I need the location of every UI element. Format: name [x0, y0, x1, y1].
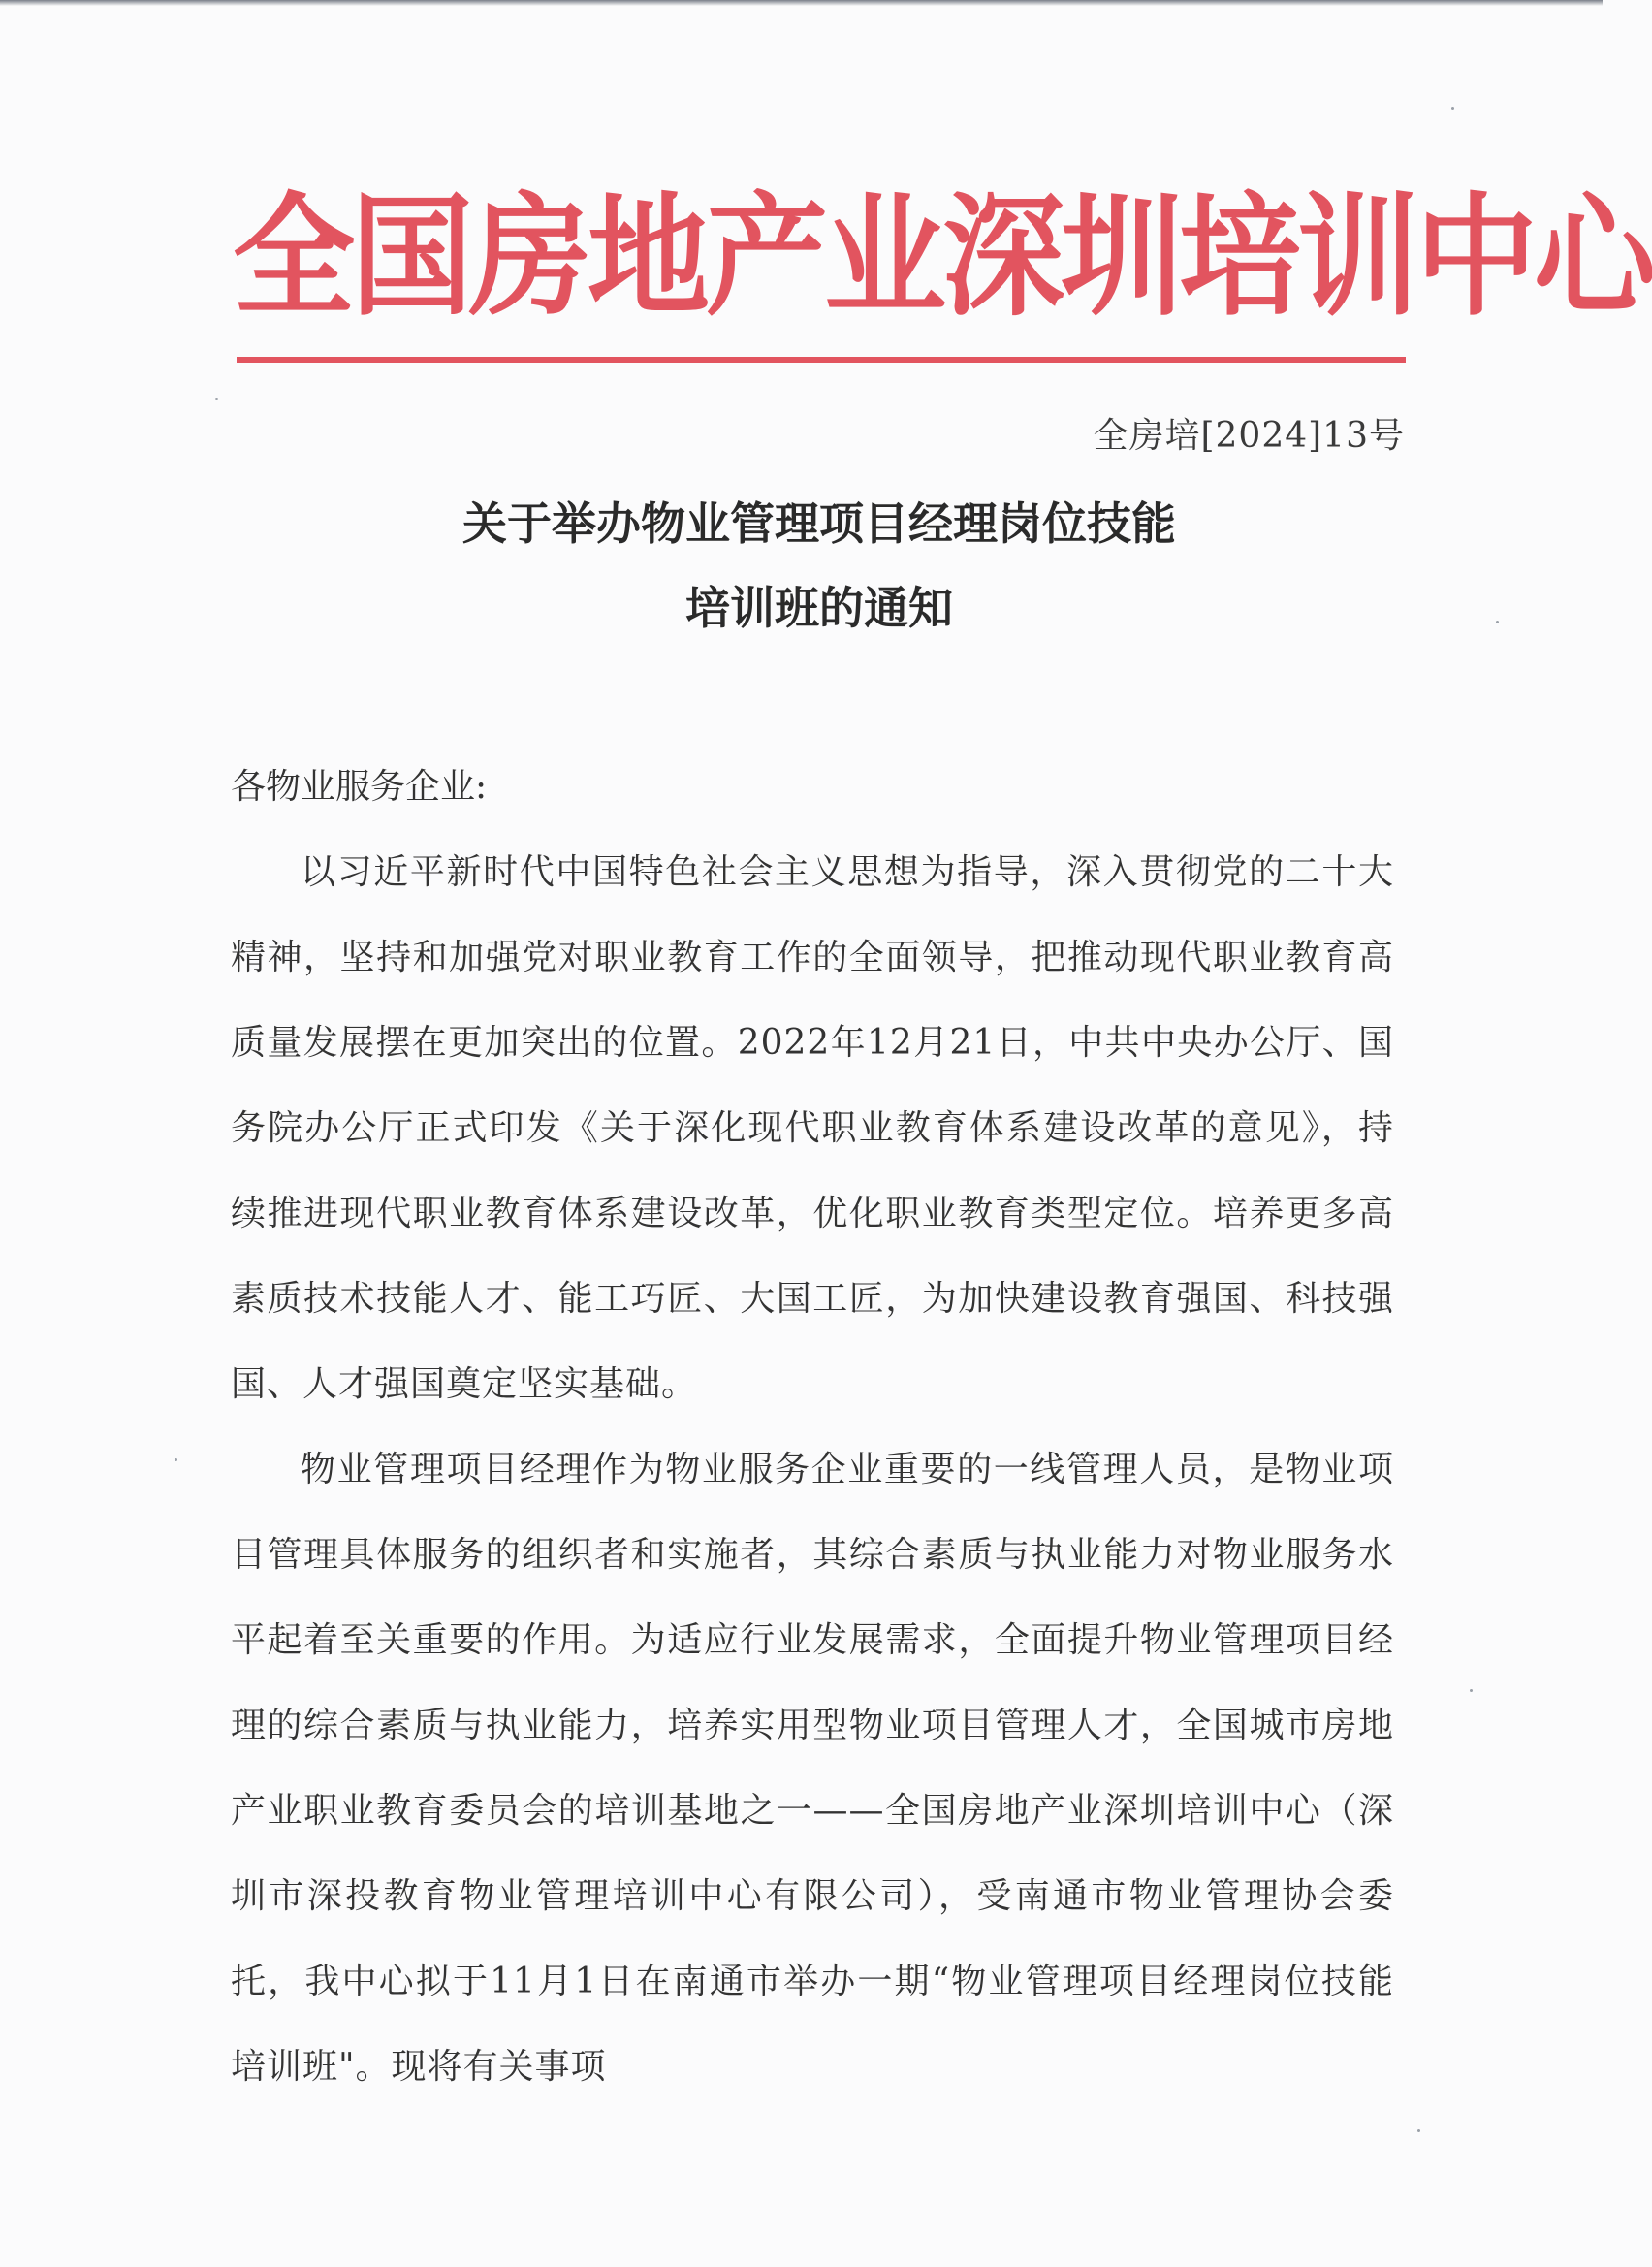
body-paragraph-1: 以习近平新时代中国特色社会主义思想为指导，深入贯彻党的二十大精神，坚持和加强党对职业教育工作的全面领导，把推动现代职业教育高质量发展摆在更加突出的位置。2022年12月21日，中共中央办公厅、国务院办公厅正式印发《关于深化现代职业教育体系建设改革的意见》，持续推进现代职业教育体系建设改革，优化职业教育类型定位。培养更多高素质技术技能人才、能工巧匠、大国工匠，为加快建设教育强国、科技强国、人才强国奠定坚实基础。 [231, 852, 1394, 1404]
document-title-line-1: 关于举办物业管理项目经理岗位技能 [462, 497, 1176, 550]
scan-speck [175, 1458, 177, 1461]
letterhead-org-name: 全国房地产业深圳培训中心 [233, 178, 1652, 335]
scan-speck [1470, 1689, 1473, 1692]
document-body [231, 745, 1394, 2110]
document-title-line-2: 培训班的通知 [685, 582, 953, 634]
document-number: 全房培[2024]13号 [1093, 416, 1405, 456]
scan-speck [1496, 621, 1499, 623]
body-paragraph-2: 物业管理项目经理作为物业服务企业重要的一线管理人员，是物业项目管理具体服务的组织者和实施者，其综合素质与执业能力对物业服务水平起着至关重要的作用。为适应行业发展需求，全面提升物业管理项目经理的综合素质与执业能力，培养实用型物业项目管理人才，全国城市房地产业职业教育委员会的培训基地之一——全国房地产业深圳培训中心（深圳市深投教育物业管理培训中心有限公司），受南通市物业管理协会委托，我中心拟于11月1日在南通市举办一期“物业管理项目经理岗位技能培训班"。现将有关事项 [231, 1450, 1394, 2087]
scan-speck [1451, 107, 1454, 110]
salutation: 各物业服务企业: [231, 767, 488, 807]
letterhead-red-rule [237, 357, 1406, 363]
scan-speck [215, 398, 218, 400]
scan-speck [1417, 2129, 1420, 2132]
